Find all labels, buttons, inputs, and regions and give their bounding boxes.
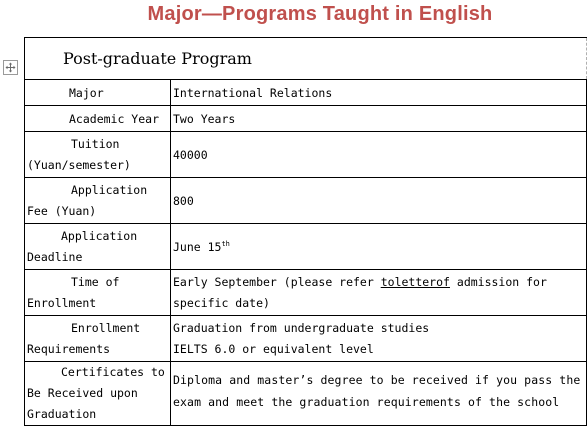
row-label: Academic Year xyxy=(25,106,171,132)
table-header-row xyxy=(25,38,587,80)
deadline-suffix: th xyxy=(221,239,230,248)
row-label xyxy=(25,316,171,362)
table-move-handle[interactable] xyxy=(3,60,18,75)
row-value xyxy=(171,224,587,270)
table-row xyxy=(25,178,587,224)
row-label-line: Requirements xyxy=(27,341,111,356)
row-label-line: Certificates to xyxy=(61,365,165,379)
row-label-line: Application xyxy=(71,182,148,197)
row-value xyxy=(171,316,587,362)
table-row xyxy=(25,270,587,316)
row-label xyxy=(25,132,171,178)
deadline-text: June 15 xyxy=(173,239,222,254)
table-row xyxy=(25,224,587,270)
row-value xyxy=(171,270,587,316)
table-row xyxy=(25,80,587,106)
row-value: International Relations xyxy=(171,80,587,106)
row-label xyxy=(25,224,171,270)
row-label-line: Time of xyxy=(71,274,120,289)
table-row xyxy=(25,106,587,132)
row-label xyxy=(25,178,171,224)
move-arrows-icon xyxy=(5,62,16,73)
row-label-line: Be Received upon xyxy=(27,386,138,400)
row-value-line xyxy=(173,272,586,293)
row-value-line: exam and meet the graduation requirements of the school xyxy=(173,395,560,409)
value-text: admission for xyxy=(449,274,547,289)
table-row xyxy=(25,362,587,426)
row-value-line: specific date) xyxy=(173,295,270,310)
row-label-line: (Yuan/semester) xyxy=(27,157,131,172)
row-label-line: Fee (Yuan) xyxy=(27,203,97,218)
row-value-line: Graduation from undergraduate studies xyxy=(173,320,430,335)
row-value: 40000 xyxy=(171,132,587,178)
row-label-line: Enrollment xyxy=(71,320,141,335)
row-label-line: Deadline xyxy=(27,249,83,264)
value-text: Early September (please refer xyxy=(173,274,381,289)
row-label-line: Application xyxy=(61,228,138,243)
row-value xyxy=(171,362,587,426)
program-table xyxy=(24,37,587,426)
row-value-line: Diploma and master’s degree to be received if you pass the xyxy=(173,373,581,387)
row-label-line: Tuition xyxy=(71,136,120,151)
row-value: Two Years xyxy=(171,106,587,132)
row-label xyxy=(25,362,171,426)
table-header: Post-graduate Program xyxy=(25,38,587,80)
row-label-line: Enrollment xyxy=(27,295,97,310)
table-row xyxy=(25,316,587,362)
row-label: Major xyxy=(25,80,171,106)
row-label xyxy=(25,270,171,316)
page-title: Major—Programs Taught in English xyxy=(147,3,493,25)
row-value-line: IELTS 6.0 or equivalent level xyxy=(173,341,374,356)
row-value: 800 xyxy=(171,178,587,224)
table-row xyxy=(25,132,587,178)
row-label-line: Graduation xyxy=(27,407,97,421)
letter-link[interactable]: toletterof xyxy=(380,274,450,289)
